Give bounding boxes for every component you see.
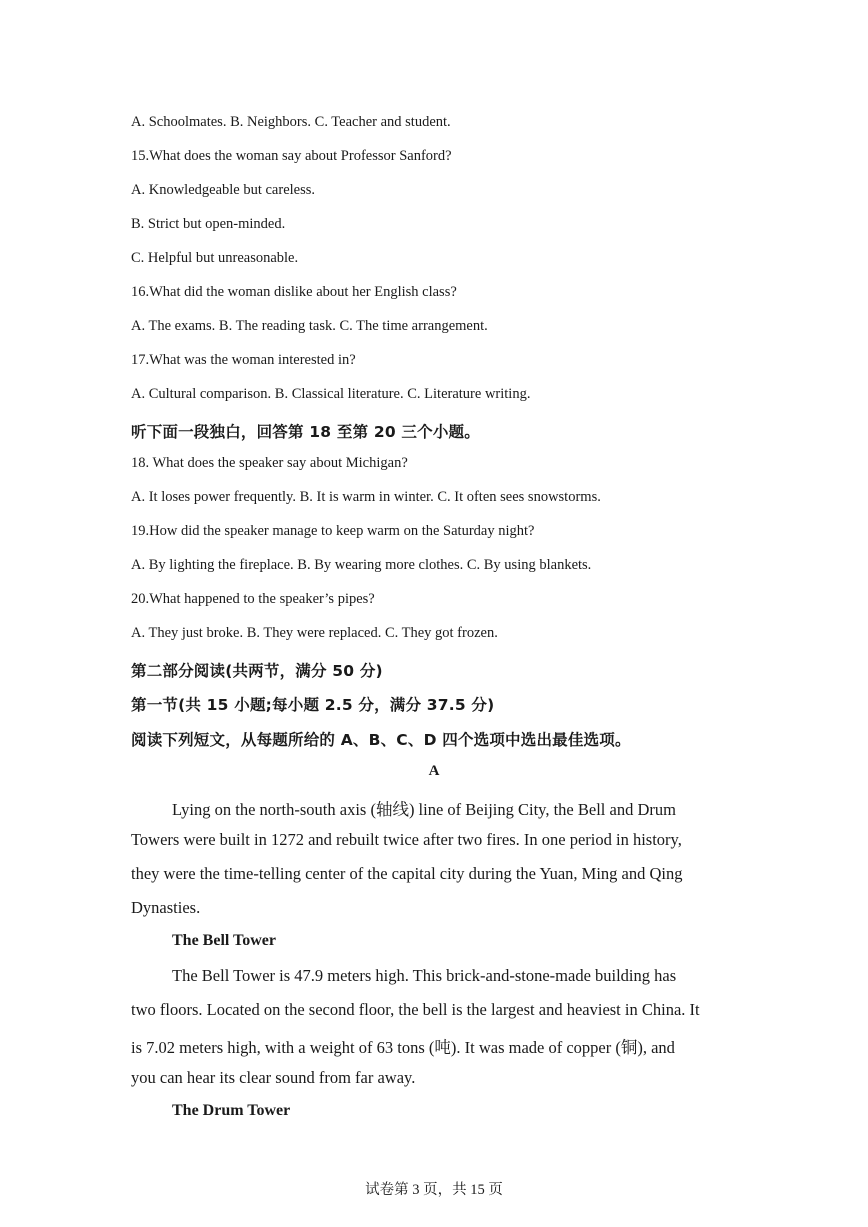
q17-stem: 17.What was the woman interested in?: [131, 352, 356, 368]
reading-instructions: 阅读下列短文，从每题所给的 A、B、C、D 四个选项中选出最佳选项。: [131, 731, 631, 749]
passage-p1-line1: Lying on the north-south axis (轴线) line of Beijing City, the Bell and Drum: [172, 800, 676, 819]
bell-tower-heading: The Bell Tower: [172, 932, 277, 949]
q18-options: A. It loses power frequently. B. It is warm in winter. C. It often sees snowstorms.: [131, 489, 601, 505]
passage-label: A: [428, 763, 440, 779]
q20-options: A. They just broke. B. They were replaced. C. They got frozen.: [131, 625, 498, 641]
q14-options: A. Schoolmates. B. Neighbors. C. Teacher and student.: [131, 114, 451, 130]
passage-p1-line4: Dynasties.: [131, 898, 201, 917]
monologue-instruction: 听下面一段独白，回答第 18 至第 20 三个小题。: [131, 423, 480, 441]
q17-options: A. Cultural comparison. B. Classical literature. C. Literature writing.: [131, 386, 531, 402]
passage-p2-line4: you can hear its clear sound from far away.: [131, 1068, 416, 1087]
q16-options: A. The exams. B. The reading task. C. The time arrangement.: [131, 318, 488, 334]
passage-p2-line2: two floors. Located on the second floor, the bell is the largest and heaviest in China. It: [131, 1000, 700, 1019]
page-footer: 试卷第 3 页，共 15 页: [365, 1182, 503, 1198]
q15-option-b: B. Strict but open-minded.: [131, 216, 286, 232]
q18-stem: 18. What does the speaker say about Michigan?: [131, 455, 408, 471]
passage-p2-line1: The Bell Tower is 47.9 meters high. This brick-and-stone-made building has: [172, 966, 677, 985]
q15-stem: 15.What does the woman say about Professor Sanford?: [131, 148, 452, 164]
passage-p2-line3: is 7.02 meters high, with a weight of 63 tons (吨). It was made of copper (铜), and: [131, 1038, 675, 1057]
passage-p1-line3: they were the time-telling center of the capital city during the Yuan, Ming and Qing: [131, 864, 683, 883]
q16-stem: 16.What did the woman dislike about her English class?: [131, 284, 457, 300]
q19-options: A. By lighting the fireplace. B. By wearing more clothes. C. By using blankets.: [131, 557, 592, 573]
drum-tower-heading: The Drum Tower: [172, 1102, 291, 1119]
q15-option-c: C. Helpful but unreasonable.: [131, 250, 299, 266]
passage-p1-line2: Towers were built in 1272 and rebuilt twice after two fires. In one period in history,: [131, 830, 682, 849]
part2-title: 第二部分阅读(共两节，满分 50 分): [131, 662, 383, 680]
q20-stem: 20.What happened to the speaker’s pipes?: [131, 591, 375, 607]
q15-option-a: A. Knowledgeable but careless.: [131, 182, 316, 198]
section1-title: 第一节(共 15 小题;每小题 2.5 分，满分 37.5 分): [131, 696, 495, 714]
q19-stem: 19.How did the speaker manage to keep warm on the Saturday night?: [131, 523, 535, 539]
